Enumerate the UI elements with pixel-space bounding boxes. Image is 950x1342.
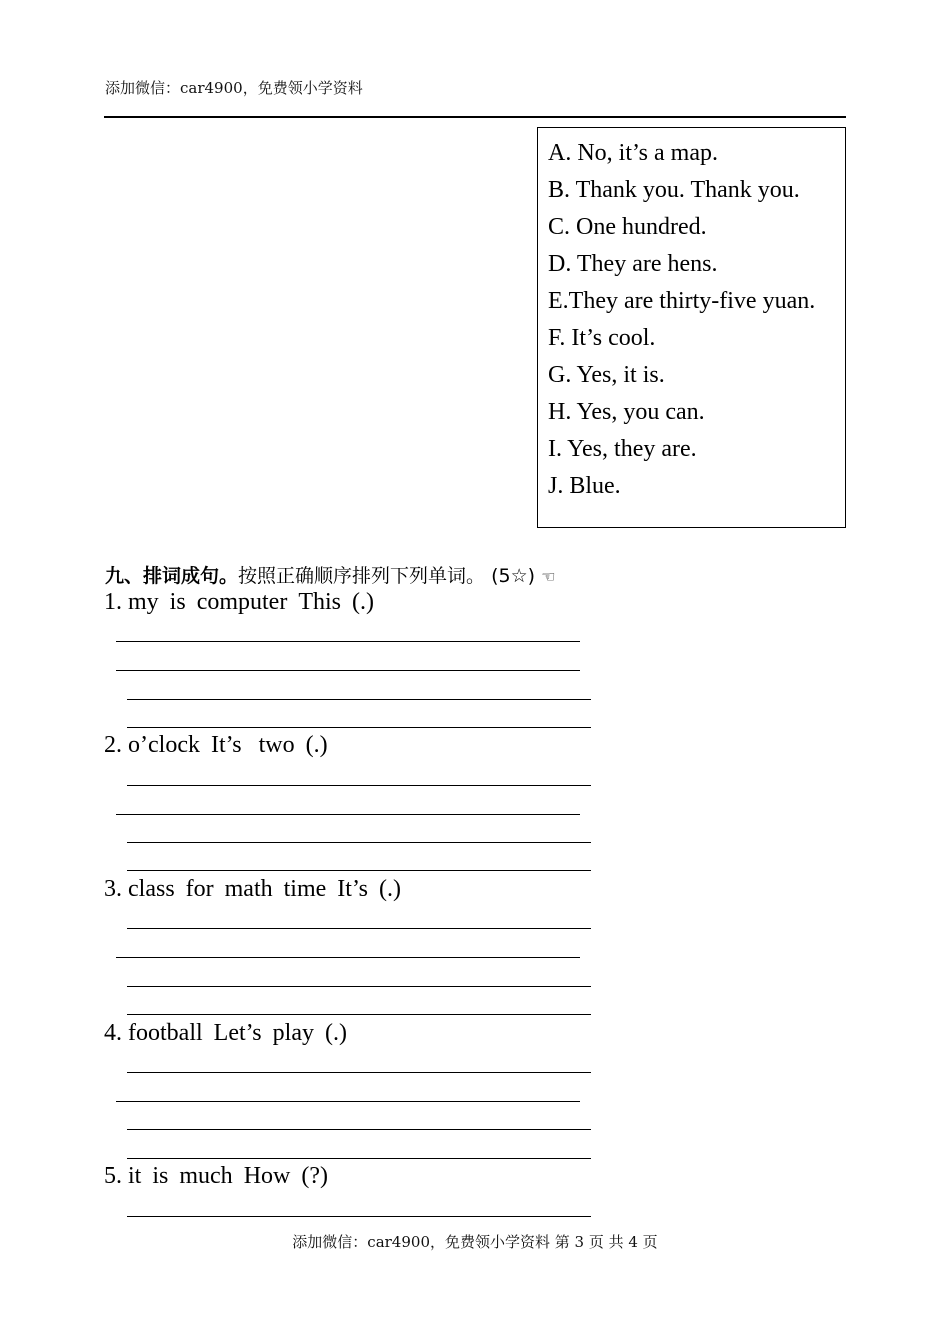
- question-number: 4.: [104, 1020, 122, 1046]
- scrambled-word: is: [169, 589, 186, 615]
- scrambled-word: (.): [305, 732, 328, 758]
- answer-line[interactable]: [127, 1158, 591, 1159]
- question-number: 1.: [104, 589, 122, 615]
- scrambled-word: (?): [301, 1163, 328, 1189]
- scrambled-word: much: [179, 1163, 233, 1189]
- scrambled-word: How: [243, 1163, 291, 1189]
- header-rule: [104, 116, 846, 118]
- difficulty-stars: (5☆): [491, 565, 536, 587]
- scrambled-word: math: [224, 876, 273, 902]
- question-2: [104, 732, 339, 759]
- question-5: [104, 1163, 339, 1190]
- section-heading: 九、排词成句。: [105, 565, 239, 587]
- scrambled-word: class: [128, 876, 175, 902]
- answer-options-box: [537, 127, 846, 528]
- answer-option: A. No, it’s a map.: [548, 140, 718, 166]
- scrambled-word: (.): [378, 876, 401, 902]
- answer-line[interactable]: [127, 1216, 591, 1217]
- scrambled-word: it: [128, 1163, 142, 1189]
- answer-line[interactable]: [127, 727, 591, 728]
- answer-line[interactable]: [127, 785, 591, 786]
- answer-line[interactable]: [116, 1101, 580, 1102]
- scrambled-word: two: [252, 732, 295, 758]
- answer-line[interactable]: [116, 641, 580, 642]
- answer-line[interactable]: [127, 842, 591, 843]
- scrambled-word: is: [152, 1163, 169, 1189]
- answer-line[interactable]: [127, 1014, 591, 1015]
- answer-option: D. They are hens.: [548, 251, 718, 277]
- scrambled-word: play: [272, 1020, 314, 1046]
- answer-line[interactable]: [127, 699, 591, 700]
- answer-line[interactable]: [127, 1129, 591, 1130]
- answer-option: B. Thank you. Thank you.: [548, 177, 800, 203]
- answer-line[interactable]: [116, 814, 580, 815]
- answer-line[interactable]: [116, 957, 580, 958]
- question-4: [104, 1020, 358, 1047]
- answer-line[interactable]: [127, 1072, 591, 1073]
- question-1: [104, 589, 385, 616]
- answer-option: C. One hundred.: [548, 214, 707, 240]
- page-footer: 添加微信：car4900，免费领小学资料 第 3 页 共 4 页: [292, 1233, 658, 1251]
- answer-line[interactable]: [116, 670, 580, 671]
- answer-option: I. Yes, they are.: [548, 436, 697, 462]
- answer-option: F. It’s cool.: [548, 325, 656, 351]
- scrambled-word: It’s: [337, 876, 368, 902]
- scrambled-word: (.): [352, 589, 374, 615]
- scrambled-word: This: [298, 589, 341, 615]
- question-number: 2.: [104, 732, 122, 758]
- section-title: [105, 561, 555, 588]
- scrambled-word: computer: [196, 589, 288, 615]
- answer-line[interactable]: [127, 870, 591, 871]
- answer-option: E.They are thirty-five yuan.: [548, 288, 816, 314]
- scrambled-word: my: [128, 589, 159, 615]
- question-number: 5.: [104, 1163, 122, 1189]
- scrambled-word: for: [185, 876, 214, 902]
- scrambled-word: football: [128, 1020, 203, 1046]
- page-header-text: 添加微信：car4900，免费领小学资料: [105, 79, 363, 97]
- scrambled-word: It’s: [210, 732, 242, 758]
- scrambled-word: Let’s: [213, 1020, 262, 1046]
- scrambled-word: time: [283, 876, 327, 902]
- answer-option: G. Yes, it is.: [548, 362, 665, 388]
- pointing-hand-icon: ☜: [541, 567, 556, 586]
- answer-line[interactable]: [127, 986, 591, 987]
- answer-option: J. Blue.: [548, 473, 621, 499]
- scrambled-word: (.): [324, 1020, 347, 1046]
- question-3: [104, 876, 412, 903]
- answer-option: H. Yes, you can.: [548, 399, 705, 425]
- question-number: 3.: [104, 876, 122, 902]
- section-instruction: 按照正确顺序排列下列单词。: [238, 565, 486, 587]
- scrambled-word: o’clock: [128, 732, 200, 758]
- answer-line[interactable]: [127, 928, 591, 929]
